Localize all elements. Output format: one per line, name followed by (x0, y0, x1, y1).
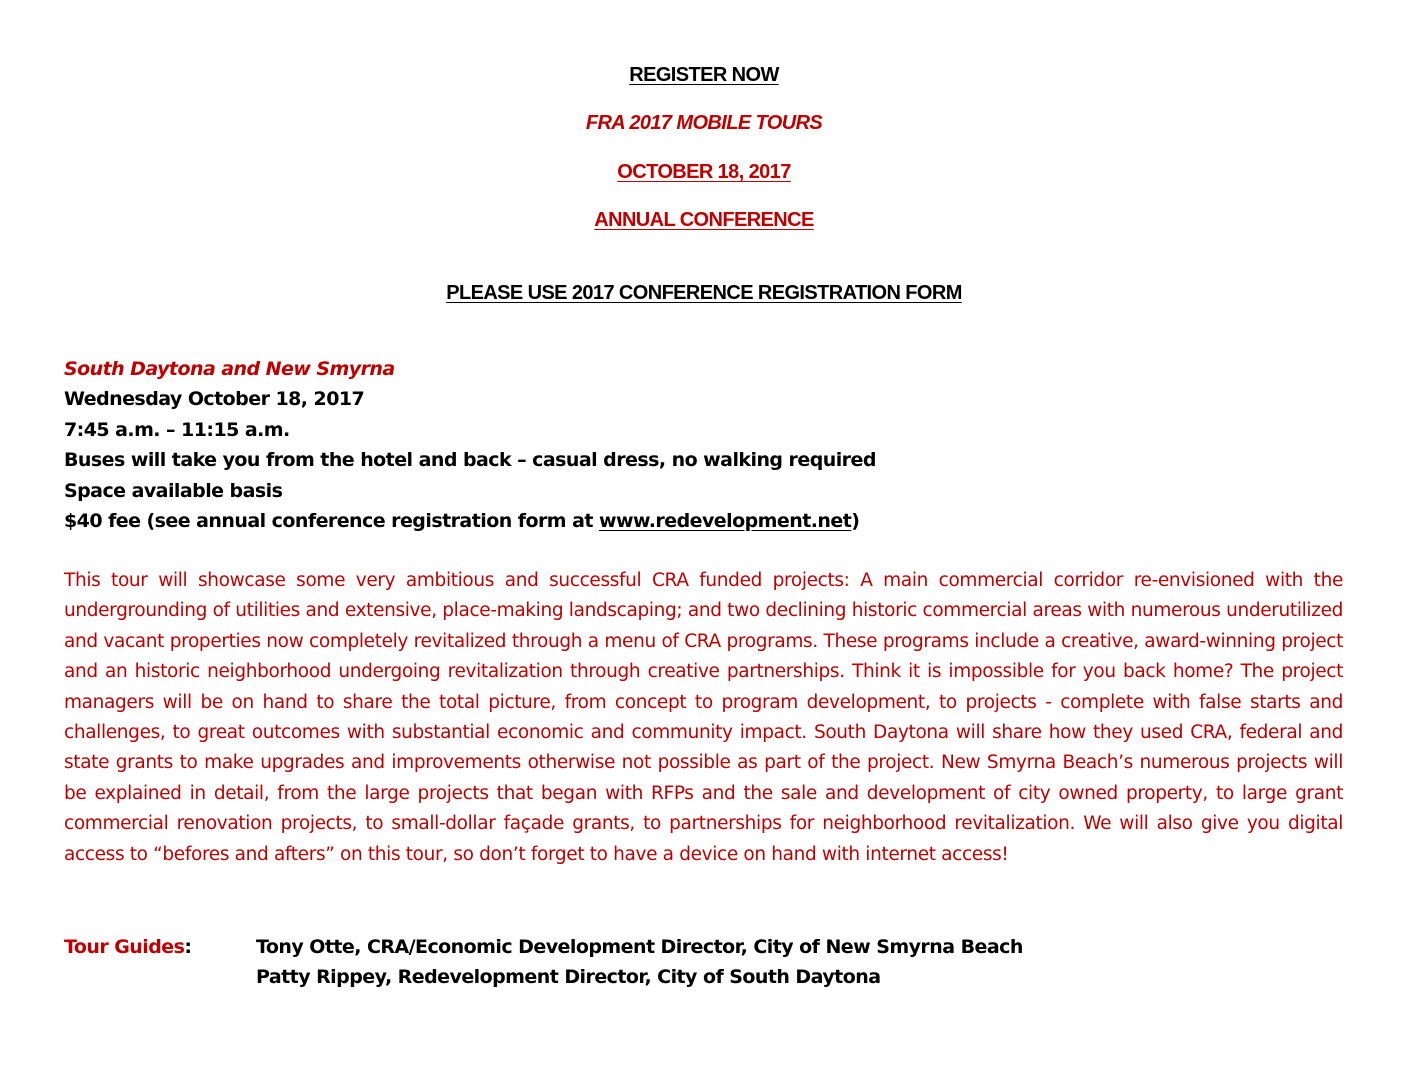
fee-text: $40 fee (see annual conference registration form at (64, 510, 599, 533)
tour-transport: Buses will take you from the hotel and back – casual dress, no walking required (64, 449, 876, 472)
registration-form-notice: PLEASE USE 2017 CONFERENCE REGISTRATION FORM (446, 282, 962, 304)
tour-description: This tour will showcase some very ambitious and successful CRA funded projects: A main commercial corridor re-envisioned with the undergrounding of utilities and extensive, place-making landscaping; and two declining historic commercial areas with numerous underutilized and vacant properties now completely revitalized through a menu of CRA programs. These programs include a creative, award-winning project and an historic neighborhood undergoing revitalization through creative partnerships. Think it is impossible for you back home? The project managers will be on hand to share the total picture, from concept to program development, to projects - complete with false starts and challenges, to great outcomes with substantial economic and community impact. South Daytona will share how they used CRA, federal and state grants to make upgrades and improvements otherwise not possible as part of the project. New Smyrna Beach’s numerous projects will be explained in detail, from the large projects that began with RFPs and the sale and development of city owned property, to large grant commercial renovation projects, to small-dollar façade grants, to partnerships for neighborhood revitalization. We will also give you digital access to “befores and afters” on this tour, so don’t forget to have a device on hand with internet access! (64, 570, 1343, 865)
tour-info-block (64, 354, 1364, 536)
event-date-heading: OCTOBER 18, 2017 (617, 161, 791, 183)
tours-title-heading: FRA 2017 MOBILE TOURS (585, 112, 823, 134)
tour-guides-label (64, 932, 191, 962)
tour-guides-colon: : (184, 936, 192, 958)
tour-guide-item: Patty Rippey, Redevelopment Director, City of South Daytona (256, 966, 881, 989)
tour-guides-label-text: Tour Guides (64, 936, 185, 958)
tour-guide-item: Tony Otte, CRA/Economic Development Director, City of New Smyrna Beach (256, 936, 1023, 958)
tour-time: 7:45 a.m. – 11:15 a.m. (64, 418, 290, 441)
tour-availability: Space available basis (64, 479, 283, 502)
annual-conference-heading: ANNUAL CONFERENCE (594, 209, 814, 231)
fee-close: ) (851, 510, 860, 533)
tour-fee (64, 506, 1364, 536)
tour-guides-list (256, 932, 1023, 993)
tour-day: Wednesday October 18, 2017 (64, 388, 365, 411)
redevelopment-link[interactable]: www.redevelopment.net (598, 510, 852, 533)
tour-name: South Daytona and New Smyrna (64, 358, 395, 380)
register-now-heading: REGISTER NOW (629, 64, 779, 86)
